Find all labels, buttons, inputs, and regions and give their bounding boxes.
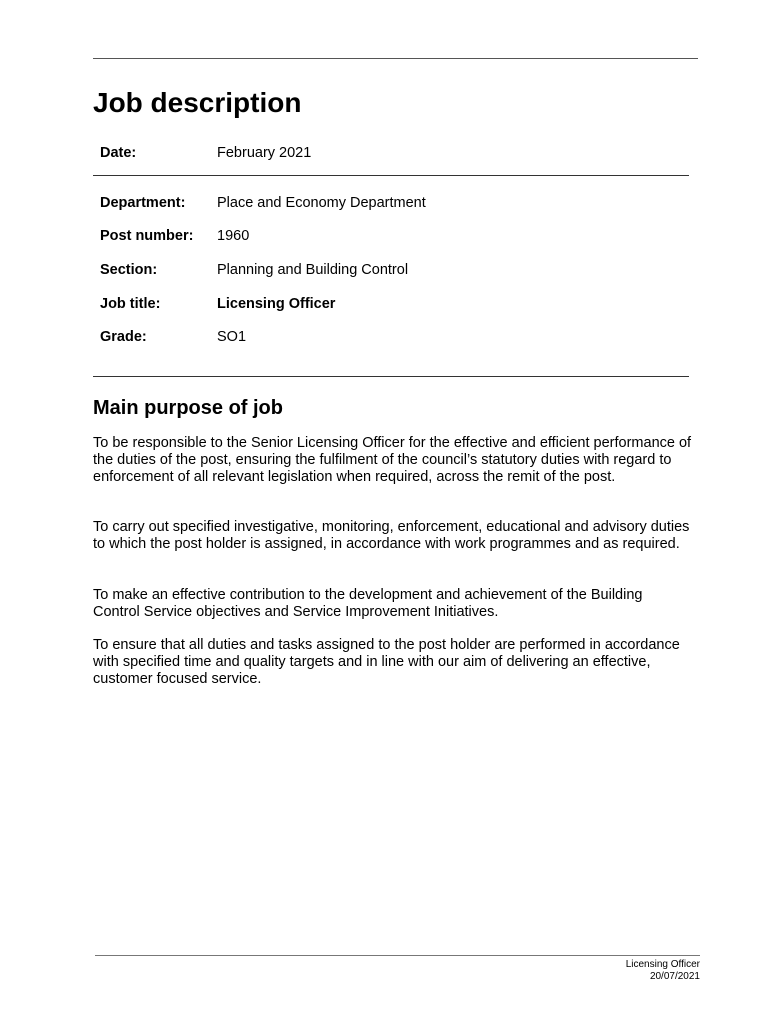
post-number-label: Post number: [100, 228, 194, 244]
main-purpose-paragraph: To be responsible to the Senior Licensing Officer for the effective and efficient performance of the duties of the post, ensuring the fulfilment of the council’s statutory duties with regard to enforcement of all relevant legislation when required, across the remit of the post. [93, 435, 692, 485]
job-title-value: Licensing Officer [217, 296, 336, 312]
grade-value: SO1 [217, 329, 247, 345]
section-label: Section: [100, 262, 158, 278]
divider-after-fields [93, 376, 689, 377]
main-purpose-paragraph: To carry out specified investigative, monitoring, enforcement, educational and advisory duties to which the post holder is assigned, in accordance with work programmes and as required. [93, 519, 690, 552]
divider-after-date [93, 175, 689, 176]
date-value: February 2021 [217, 145, 312, 161]
document-title: Job description [93, 87, 302, 118]
footer-job-title: Licensing Officer [625, 959, 700, 970]
footer-date: 20/07/2021 [649, 971, 700, 982]
section-value: Planning and Building Control [217, 262, 409, 278]
main-purpose-heading: Main purpose of job [93, 397, 283, 419]
job-title-label: Job title: [100, 296, 161, 312]
page-footer [626, 959, 700, 983]
footer-rule [95, 955, 700, 956]
department-value: Place and Economy Department [217, 195, 426, 211]
main-purpose-paragraph: To make an effective contribution to the development and achievement of the Building Control Service objectives and Service Improvement Initiatives. [93, 587, 643, 620]
main-purpose-paragraph: To ensure that all duties and tasks assigned to the post holder are performed in accordance with specified time and quality targets and in line with our aim of delivering an effective, customer focused service. [93, 637, 680, 687]
post-number-value: 1960 [217, 228, 250, 244]
date-label: Date: [100, 145, 137, 161]
department-label: Department: [100, 195, 186, 211]
header-rule [93, 58, 698, 59]
grade-label: Grade: [100, 329, 147, 345]
